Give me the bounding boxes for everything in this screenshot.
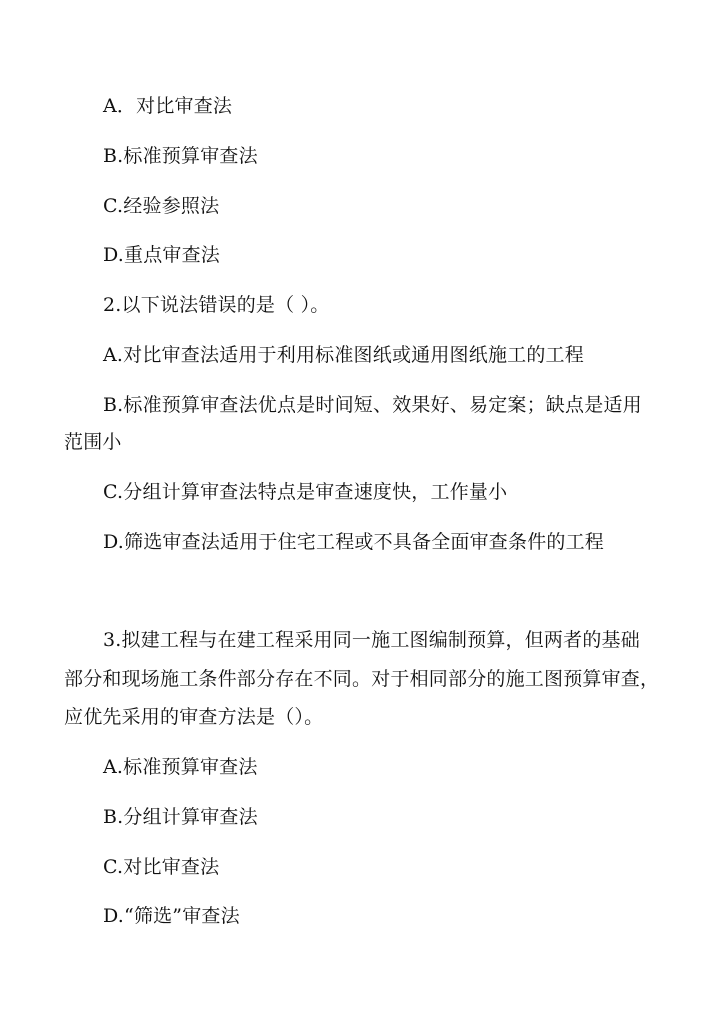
q1-option-a: A．对比审查法 — [103, 95, 233, 117]
q3-option-b: B.分组计算审查法 — [103, 806, 258, 828]
q3-option-c: C.对比审查法 — [103, 856, 220, 878]
q1-option-b: B.标准预算审查法 — [103, 145, 258, 167]
q3-option-a: A.标准预算审查法 — [103, 756, 258, 778]
q2-option-c: C.分组计算审查法特点是审查速度快，工作量小 — [103, 481, 508, 503]
q2-option-d: D.筛选审查法适用于住宅工程或不具备全面审查条件的工程 — [103, 531, 604, 553]
q1-option-d: D.重点审查法 — [103, 244, 220, 266]
q3-stem-line1: 3.拟建工程与在建工程采用同一施工图编制预算，但两者的基础 — [103, 629, 640, 651]
q2-option-b-line2: 范围小 — [64, 431, 122, 453]
q2-stem: 2.以下说法错误的是（ ）。 — [103, 294, 330, 316]
q2-option-b-line1: B.标准预算审查法优点是时间短、效果好、易定案；缺点是适用 — [103, 394, 642, 416]
q1-option-c: C.经验参照法 — [103, 195, 220, 217]
q3-stem-line3: 应优先采用的审查方法是（）。 — [64, 706, 324, 728]
q3-stem-line2: 部分和现场施工条件部分存在不同。对于相同部分的施工图预算审查， — [64, 668, 660, 690]
q3-option-d: D.“筛选”审查法 — [103, 905, 240, 927]
q2-option-a: A.对比审查法适用于利用标准图纸或通用图纸施工的工程 — [103, 344, 584, 366]
